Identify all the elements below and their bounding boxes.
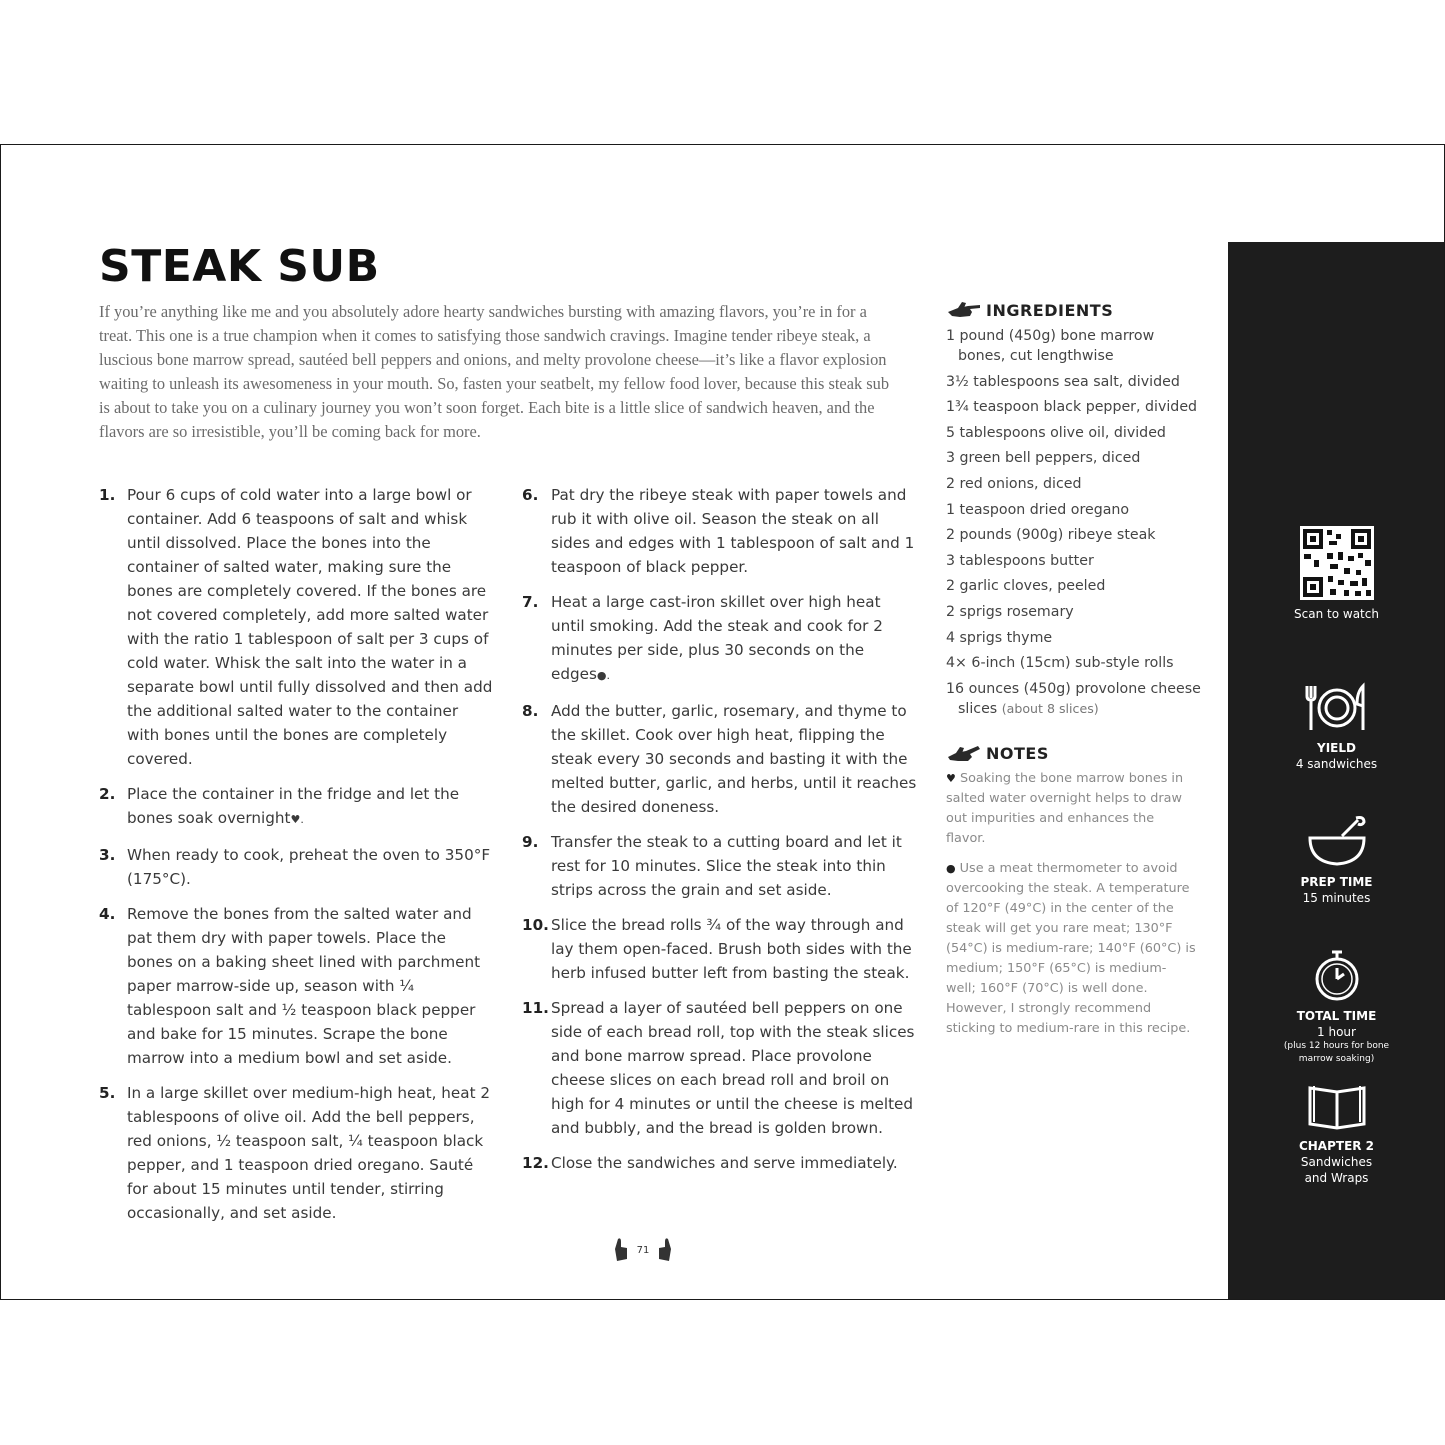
page-footer xyxy=(613,1235,673,1265)
step-number: 12. xyxy=(522,1154,549,1172)
ingredients-list xyxy=(946,326,1206,719)
ingredients-heading xyxy=(946,300,1206,320)
total-time-label: TOTAL TIME xyxy=(1296,1009,1377,1023)
total-time-block xyxy=(1228,948,1445,1066)
recipe-intro: If you’re anything like me and you absolutely adore hearty sandwiches bursting with amazing flavors, you’re in for a treat. This one is a true champion when it comes to satisfying those sandwich cravings. Imagine tender ribeye steak, a luscious bone marrow spread, sautéed bell peppers and onions, and melty provolone cheese—it’s like a flavor explosion waiting to unleash its awesomeness in your mouth. So, fasten your seatbelt, my fellow food lover, because this steak sub is about to take you on a culinary journey you won’t soon forget. Each bite is a little slice of sandwich heaven, and the flavors are so irresistible, you’ll be coming back for more. xyxy=(99,302,890,441)
yield-label: YIELD xyxy=(1317,741,1356,755)
step-text: Close the sandwiches and serve immediately. xyxy=(551,1154,898,1172)
step-item xyxy=(99,483,495,771)
ingredient-item: 16 ounces (450g) provolone cheese slices (about 8 slices) xyxy=(946,680,1201,717)
ingredient-item: 1 teaspoon dried oregano xyxy=(946,501,1130,518)
step-number: 5. xyxy=(99,1084,116,1102)
step-item xyxy=(99,902,495,1070)
step-item xyxy=(522,996,917,1140)
ingredient-item: 4 sprigs thyme xyxy=(946,629,1053,646)
step-text: Spread a layer of sautéed bell peppers on one side of each bread roll, top with the steak slices and bone marrow spread. Place provolone cheese slices on each bread roll and broil on high for 4 minutes or until the cheese is melted and bubbly, and the bread is golden brown. xyxy=(551,999,915,1137)
ingredient-item: 4× 6-inch (15cm) sub-style rolls xyxy=(946,655,1174,672)
ingredients-heading-text: INGREDIENTS xyxy=(986,300,1114,320)
step-number: 2. xyxy=(99,785,116,803)
plate-cutlery-icon xyxy=(1305,682,1369,734)
ingredient-item: 1 pound (450g) bone marrow bones, cut lengthwise xyxy=(946,328,1155,364)
step-item xyxy=(522,830,917,902)
step-number: 1. xyxy=(99,486,116,504)
recipe-info-sidebar xyxy=(1228,242,1445,1300)
ingredient-item: 5 tablespoons olive oil, divided xyxy=(946,424,1166,441)
qr-block[interactable] xyxy=(1228,526,1445,622)
prep-time-label: PREP TIME xyxy=(1300,875,1373,889)
heart-marker-icon: ♥. xyxy=(290,813,304,826)
total-time-note: (plus 12 hours for bone marrow soaking) xyxy=(1283,1041,1390,1064)
ingredient-item: 1¾ teaspoon black pepper, divided xyxy=(946,399,1198,416)
open-book-icon xyxy=(1306,1084,1368,1132)
ingredient-item: 3½ tablespoons sea salt, divided xyxy=(946,373,1180,390)
chapter-title-line1: Sandwiches xyxy=(1300,1155,1373,1169)
stopwatch-icon xyxy=(1312,948,1362,1002)
step-text: Remove the bones from the salted water and pat them dry with paper towels. Place the bones on a baking sheet lined with parchment paper marrow-side up, season with ¼ tablespoon salt and ½ teaspoon black pepper and bake for 15 minutes. Scrape the bone marrow into a medium bowl and set aside. xyxy=(127,905,481,1067)
prep-time-block xyxy=(1228,816,1445,906)
step-text: Transfer the steak to a cutting board and let it rest for 10 minutes. Slice the steak into thin strips across the grain and set aside. xyxy=(551,833,902,899)
step-item xyxy=(522,913,917,985)
yield-value: 4 sandwiches xyxy=(1295,757,1378,771)
step-item xyxy=(522,1151,917,1175)
step-item xyxy=(99,843,495,891)
note-item: ● Use a meat thermometer to avoid overcooking the steak. A temperature of 120°F (49°C) in the center of the steak will get you rare meat; 130°F (54°C) is medium-rare; 140°F (60°C) is medium; 150°F (65°C) is medium-well; 160°F (70°C) is well done. However, I strongly recommend sticking to medium-rare in this recipe. xyxy=(946,861,1196,1036)
mixing-bowl-icon xyxy=(1306,816,1368,868)
qr-label: Scan to watch xyxy=(1294,607,1379,621)
step-number: 11. xyxy=(522,999,549,1017)
step-text: Heat a large cast-iron skillet over high heat until smoking. Add the steak and cook for 2 minutes per side, plus 30 seconds on the edges●. xyxy=(551,593,883,683)
ingredient-item: 3 tablespoons butter xyxy=(946,552,1094,569)
dot-marker-icon: ● xyxy=(946,862,956,875)
ingredient-item: 3 green bell peppers, diced xyxy=(946,450,1141,467)
dot-marker-icon: ●. xyxy=(596,669,610,682)
steps-column-left xyxy=(99,483,495,1236)
step-text: Pour 6 cups of cold water into a large bowl or container. Add 6 teaspoons of salt and whisk until dissolved. Place the bones into the container of salted water, making sure the bones are completely covered. If the bones are not covered completely, add more salted water with the ratio 1 tablespoon of salt per 3 cups of cold water. Whisk the salt into the water in a separate bowl until fully dissolved and then add the additional salted water to the container with bones until the bones are completely covered. xyxy=(127,486,493,768)
chapter-title-line2: and Wraps xyxy=(1304,1171,1369,1185)
hand-pointing-icon xyxy=(946,743,982,763)
thumbs-up-icon xyxy=(613,1237,629,1263)
notes-section xyxy=(946,743,1196,1049)
heart-marker-icon: ♥ xyxy=(946,772,956,785)
thumbs-up-icon xyxy=(657,1237,673,1263)
ingredient-item: 2 garlic cloves, peeled xyxy=(946,578,1106,595)
prep-time-value: 15 minutes xyxy=(1302,891,1371,905)
cookbook-page xyxy=(0,144,1445,1300)
qr-code-icon[interactable] xyxy=(1300,526,1374,600)
step-item xyxy=(99,782,495,832)
yield-block xyxy=(1228,682,1445,772)
step-number: 3. xyxy=(99,846,116,864)
chapter-block xyxy=(1228,1084,1445,1186)
ingredient-item: 2 sprigs rosemary xyxy=(946,603,1074,620)
chapter-label: CHAPTER 2 xyxy=(1298,1139,1375,1153)
step-number: 6. xyxy=(522,486,539,504)
ingredient-item: 2 pounds (900g) ribeye steak xyxy=(946,527,1156,544)
step-text: In a large skillet over medium-high heat, heat 2 tablespoons of olive oil. Add the bell peppers, red onions, ½ teaspoon salt, ¼ teaspoon black pepper, and 1 teaspoon dried oregano. Sauté for about 15 minutes until tender, stirring occasionally, and set aside. xyxy=(127,1084,491,1222)
step-text: Pat dry the ribeye steak with paper towels and rub it with olive oil. Season the steak on all sides and edges with 1 tablespoon of salt and 1 teaspoon of black pepper. xyxy=(551,486,915,576)
step-number: 9. xyxy=(522,833,539,851)
note-item: ♥ Soaking the bone marrow bones in salted water overnight helps to draw out impurities and enhances the flavor. xyxy=(946,771,1184,846)
step-number: 7. xyxy=(522,593,539,611)
step-item xyxy=(522,483,917,579)
step-number: 4. xyxy=(99,905,116,923)
step-item xyxy=(522,590,917,688)
ingredient-item: 2 red onions, diced xyxy=(946,475,1082,492)
steps-column-right xyxy=(522,483,917,1186)
step-text: Add the butter, garlic, rosemary, and thyme to the skillet. Cook over high heat, flipping the steak every 30 seconds and basting it with the melted butter, garlic, and herbs, until it reaches the desired doneness. xyxy=(551,702,917,816)
notes-heading-text: NOTES xyxy=(986,743,1049,763)
hand-pointing-icon xyxy=(946,300,982,320)
page-number: 71 xyxy=(636,1244,650,1256)
step-number: 8. xyxy=(522,702,539,720)
step-item xyxy=(522,699,917,819)
notes-heading xyxy=(946,743,1196,763)
step-text: Slice the bread rolls ¾ of the way through and lay them open-faced. Brush both sides with the herb infused butter left from basting the steak. xyxy=(551,916,912,982)
ingredient-note: (about 8 slices) xyxy=(1001,700,1099,716)
step-text: Place the container in the fridge and let the bones soak overnight♥. xyxy=(127,785,460,827)
step-item xyxy=(99,1081,495,1225)
total-time-value: 1 hour xyxy=(1317,1025,1356,1039)
step-text: When ready to cook, preheat the oven to 350°F (175°C). xyxy=(127,846,491,888)
ingredients-section xyxy=(946,300,1206,724)
step-number: 10. xyxy=(522,916,549,934)
recipe-title: STEAK SUB xyxy=(99,241,380,292)
